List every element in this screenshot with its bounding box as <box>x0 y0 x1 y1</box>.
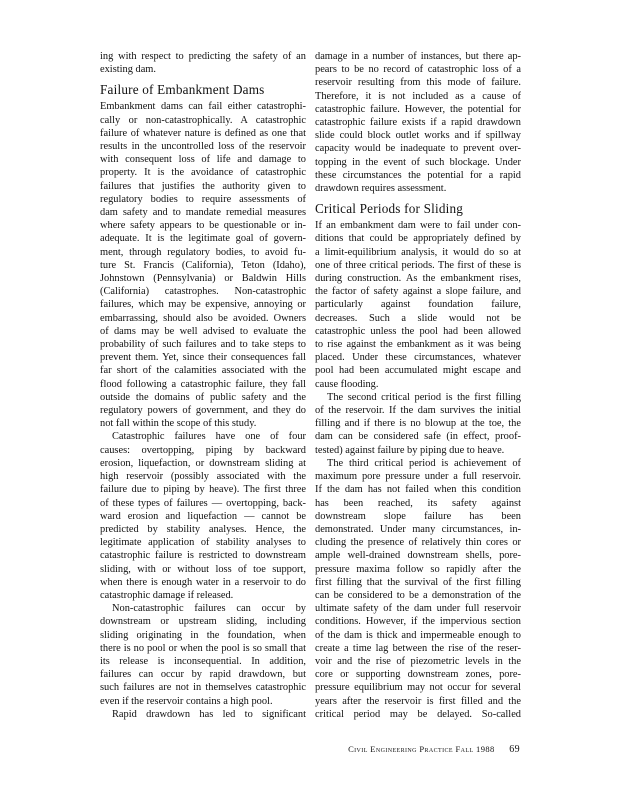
text-line: downstream slope failure has been <box>315 510 521 522</box>
section-heading-critical-periods-for-sliding: Critical Periods for Sliding <box>315 201 464 217</box>
issue-date: Fall 1988 <box>455 744 495 754</box>
text-line: If an embankment dam were to fail under con- <box>315 220 521 232</box>
text-line: dam can be considered safe (in effect, proof- <box>315 431 521 443</box>
text-line: even if the reservoir contains a high pool. <box>100 695 273 707</box>
intro-text <box>100 50 306 76</box>
text-line: cluding the presence of relatively thin cores or <box>315 537 521 549</box>
text-line: there is no pool or when the pool is so small that <box>100 642 306 654</box>
text-line: failure due to piping by heave). The first three <box>100 484 306 496</box>
text-line: during construction. As the embankment rises, <box>315 273 521 285</box>
text-line: such failures are not in themselves catastrophic <box>100 682 306 694</box>
text-line: prevent them. Yet, since their consequences fall <box>100 352 306 364</box>
text-line: drawdown requires assessment. <box>315 183 447 195</box>
text-line: property. It is the avoidance of catastrophic <box>100 167 306 179</box>
page-footer <box>348 744 520 755</box>
text-line: of the reservoir. If the dam survives the initial <box>315 405 521 417</box>
text-line: ward erosion and liquefaction — cannot be <box>100 510 306 522</box>
text-line: The third critical period is achievement of <box>327 457 521 469</box>
text-line: filling and if there is no blowup at the toe, the <box>315 418 521 430</box>
text-line: tested) against failure by piping due to heave. <box>315 444 505 456</box>
text-line: adequate. It is the legitimate goal of govern- <box>100 233 306 245</box>
text-line: catastrophic failure. However, the potential for <box>315 103 521 115</box>
journal-title: Civil Engineering Practice <box>348 744 453 754</box>
text-line: years after the reservoir is first filled and the <box>315 695 521 707</box>
paragraph <box>315 457 521 721</box>
text-line: of these types of failures — overtopping, back- <box>100 497 306 509</box>
text-line: existing dam. <box>100 64 156 76</box>
text-line: cally or non-catastrophically. A catastrophic <box>100 114 306 126</box>
text-line: pressure equilibrium may not occur for several <box>315 682 521 694</box>
paragraph <box>315 219 521 391</box>
text-line: cause flooding. <box>315 378 379 390</box>
text-line: failures can occur by rapid drawdown, but <box>100 669 306 681</box>
text-line: catastrophic failure exists if a rapid drawdown <box>315 117 521 129</box>
text-line: catastrophic damage if released. <box>100 589 234 601</box>
left-column <box>100 50 306 721</box>
text-line: the factor of safety against a slope failure, and <box>315 286 521 298</box>
text-line: conditions. However, if the impervious section <box>315 616 521 628</box>
text-line: critical period may be delayed. So-called <box>315 708 521 720</box>
text-line: of the dam is thick and impermeable enough to <box>315 629 521 641</box>
text-line: Embankment dams can fail either catastrophi- <box>100 101 306 113</box>
text-line: ing with respect to predicting the safety of an <box>100 51 306 62</box>
text-line: to rise against the embankment as it was being <box>315 339 521 351</box>
text-line: causes: overtopping, piping by backward <box>100 444 306 456</box>
text-line: failures, which may be expensive, annoying or <box>100 299 306 311</box>
text-line: slide could block outlet works and if spillway <box>315 130 521 142</box>
text-line: a limit-equilibrium analysis, it would do so at <box>315 246 521 258</box>
text-line: The second critical period is the first filling <box>327 391 521 403</box>
paragraph <box>100 602 306 708</box>
paragraph <box>100 708 306 721</box>
text-line: has been reached, its safety against <box>315 497 521 509</box>
text-line: one of three critical periods. The first of these is <box>315 259 521 271</box>
section-body <box>315 219 521 721</box>
text-line: failures that justifies the authority given to <box>100 180 306 192</box>
text-line: Catastrophic failures have one of four <box>112 431 306 443</box>
text-line: results in the uncontrolled loss of the reservoir <box>100 141 306 153</box>
text-line: ultimate safety of the dam under full reservoir <box>315 603 521 615</box>
text-line: catastrophic failure is restricted to downstream <box>100 550 306 562</box>
paragraph <box>100 430 306 602</box>
text-line: Non-catastrophic failures can occur by <box>112 603 306 615</box>
text-line: can be considered to be a demonstration of the <box>315 589 521 601</box>
text-line: high reservoir (possibly associated with the <box>100 471 306 483</box>
text-line: predicted by stability analyses. Hence, the <box>100 523 306 535</box>
text-line: sliding, with or without loss of toe support, <box>100 563 306 575</box>
text-line: far short of the calamities associated with the <box>100 365 306 377</box>
text-line: dam safety and to mandate remedial measures <box>100 207 306 219</box>
text-line: pears to be no record of catastrophic loss of a <box>315 64 521 76</box>
text-line: legitimate application of stability analyses to <box>100 537 306 549</box>
text-line: pool had been accumulated might escape and <box>315 365 521 377</box>
page-number: 69 <box>509 744 520 755</box>
text-line: ample well-drained downstream shells, pore- <box>315 550 521 562</box>
text-line: failure of whatever nature is defined as one that <box>100 127 306 139</box>
text-line: Johnstown (Pennsylvania) or Baldwin Hills <box>100 273 306 285</box>
text-line: demonstrated. Under many circumstances, in- <box>315 523 521 535</box>
text-line: regulatory powers of government, and they do <box>100 405 306 417</box>
section-heading-failure-of-embankment-dams: Failure of Embankment Dams <box>100 82 265 98</box>
text-line: sliding originating in the foundation, when <box>100 629 306 641</box>
text-line: placed. Under these circumstances, whatever <box>315 352 521 364</box>
text-line: Therefore, it is not included as a cause of <box>315 90 521 102</box>
text-line: pressure maxima follow so rapidly after the <box>315 563 521 575</box>
paragraph <box>100 100 306 430</box>
text-line: these circumstances the potential for a rapid <box>315 169 521 181</box>
text-line: particularly against foundation failure, <box>315 299 521 311</box>
text-line: erosion, liquefaction, or downstream sliding at <box>100 457 306 469</box>
text-line: (California) catastrophes. Non-catastrophic <box>100 286 306 298</box>
text-line: downstream or upstream sliding, including <box>100 616 306 628</box>
paragraph <box>315 391 521 457</box>
text-line: where safety appears to be questionable or in- <box>100 220 306 232</box>
text-line: probability of such failures and to take steps to <box>100 339 306 351</box>
text-line: Rapid drawdown has led to significant <box>112 708 306 720</box>
text-line: decreases. Such a slide would not be <box>315 312 521 324</box>
right-column <box>315 50 521 721</box>
text-line: core or supporting downstream zones, pore- <box>315 669 521 681</box>
text-line: catastrophic unless the pool had been allowed <box>315 325 521 337</box>
text-line: reservoir resulting from this mode of failure. <box>315 77 521 89</box>
text-line: ditions that could be appropriately defined by <box>315 233 521 245</box>
intro-text <box>315 50 521 195</box>
text-line: damage in a number of instances, but there ap- <box>315 51 521 62</box>
section-body <box>100 100 306 721</box>
text-line: when there is enough water in a reservoir to do <box>100 576 306 588</box>
text-line: its release is inconsequential. In addition, <box>100 655 306 667</box>
text-line: ment, through regulatory bodies, to avoid fu- <box>100 246 306 258</box>
text-line: maximum pore pressure under a full reservoir. <box>315 471 521 483</box>
text-line: If the dam has not failed when this condition <box>315 484 521 496</box>
text-line: flood following a catastrophic failure, they fall <box>100 378 306 390</box>
text-line: with consequent loss of life and damage to <box>100 154 306 166</box>
text-line: outside the domains of public safety and the <box>100 391 306 403</box>
text-line: regulatory bodies to require assessments of <box>100 193 306 205</box>
text-line: create a time lag between the rise of the reser- <box>315 642 521 654</box>
text-line: topping in the event of such blockage. Under <box>315 156 521 168</box>
text-line: of dams may be well advised to evaluate the <box>100 325 306 337</box>
text-line: not fall within the scope of this study. <box>100 418 257 430</box>
text-line: ture St. Francis (California), Teton (Idaho), <box>100 259 306 271</box>
text-line: voir and the rise of piezometric levels in the <box>315 655 521 667</box>
text-line: first filling that the survival of the first filling <box>315 576 521 588</box>
text-line: embarrassing, should also be avoided. Owners <box>100 312 306 324</box>
text-line: capacity would be inadequate to prevent over- <box>315 143 521 155</box>
